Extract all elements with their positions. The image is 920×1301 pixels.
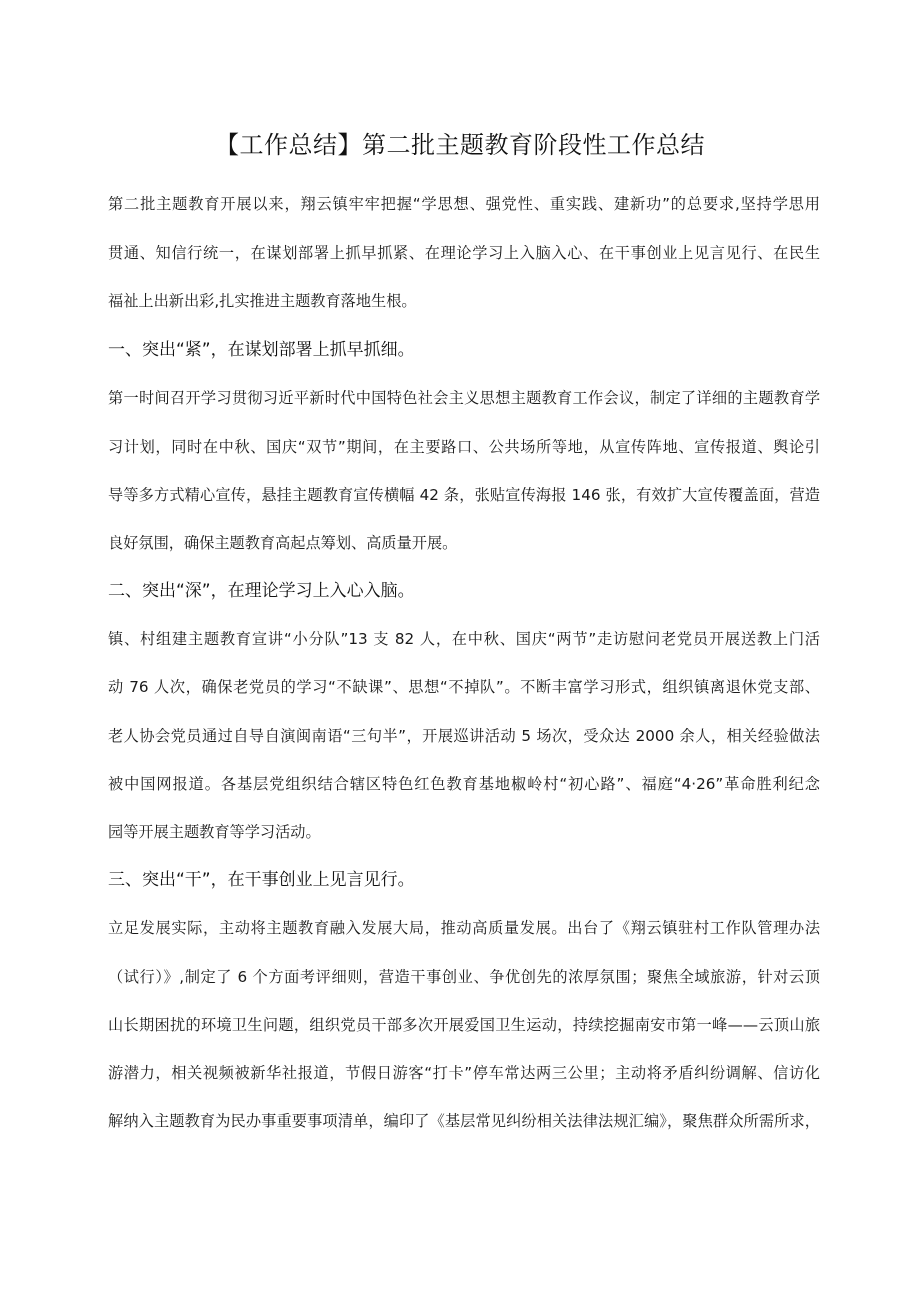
section-3-line: 立足发展实际，主动将主题教育融入发展大局，推动高质量发展。出台了《翔云镇驻村工作队管理办法	[108, 919, 820, 937]
section-2-line: 老人协会党员通过自导自演闽南语“三句半”，开展巡讲活动 5 场次，受众达 2000 余人，相关经验做法	[108, 727, 820, 745]
section-3-line: （试行）》,制定了 6 个方面考评细则，营造干事创业、争优创先的浓厚氛围；聚焦全域旅游，针对云顶	[108, 968, 820, 986]
section-2-line: 动 76 人次，确保老党员的学习“不缺课”、思想“不掉队”。不断丰富学习形式，组织镇离退休党支部、	[108, 678, 820, 696]
intro-line: 第二批主题教育开展以来，翔云镇牢牢把握“学思想、强党性、重实践、建新功”的总要求,坚持学思用	[108, 195, 820, 213]
section-2-line: 被中国网报道。各基层党组织结合辖区特色红色教育基地椒岭村“初心路”、福庭“4·26”革命胜利纪念	[108, 775, 820, 793]
section-2-line: 镇、村组建主题教育宣讲“小分队”13 支 82 人，在中秋、国庆“两节”走访慰问老党员开展送教上门活	[108, 630, 820, 648]
section-1-line: 导等多方式精心宣传，悬挂主题教育宣传横幅 42 条，张贴宣传海报 146 张，有效扩大宣传覆盖面，营造	[108, 486, 820, 504]
section-3-line: 游潜力，相关视频被新华社报道，节假日游客“打卡”停车常达两三公里；主动将矛盾纠纷调解、信访化	[108, 1064, 820, 1082]
section-heading-3: 三、突出“干”，在干事创业上见言见行。	[108, 870, 415, 890]
section-2-line: 园等开展主题教育等学习活动。	[108, 823, 321, 841]
intro-line: 福祉上出新出彩,扎实推进主题教育落地生根。	[108, 292, 417, 310]
section-3-line: 解纳入主题教育为民办事重要事项清单，编印了《基层常见纠纷相关法律法规汇编》，聚焦群众所需所求，	[108, 1112, 820, 1130]
section-heading-2: 二、突出“深”，在理论学习上入心入脑。	[108, 581, 415, 601]
section-heading-1: 一、突出“紧”，在谋划部署上抓早抓细。	[108, 340, 415, 360]
section-3-line: 山长期困扰的环境卫生问题，组织党员干部多次开展爱国卫生运动，持续挖掘南安市第一峰——云顶山旅	[108, 1016, 820, 1034]
section-1-line: 第一时间召开学习贯彻习近平新时代中国特色社会主义思想主题教育工作会议，制定了详细的主题教育学	[108, 389, 820, 407]
intro-line: 贯通、知信行统一，在谋划部署上抓早抓紧、在理论学习上入脑入心、在干事创业上见言见行、在民生	[108, 244, 820, 262]
section-1-line: 良好氛围，确保主题教育高起点筹划、高质量开展。	[108, 534, 458, 552]
document-title: 【工作总结】第二批主题教育阶段性工作总结	[215, 131, 705, 159]
section-1-line: 习计划，同时在中秋、国庆“双节”期间，在主要路口、公共场所等地，从宣传阵地、宣传报道、舆论引	[108, 438, 820, 456]
